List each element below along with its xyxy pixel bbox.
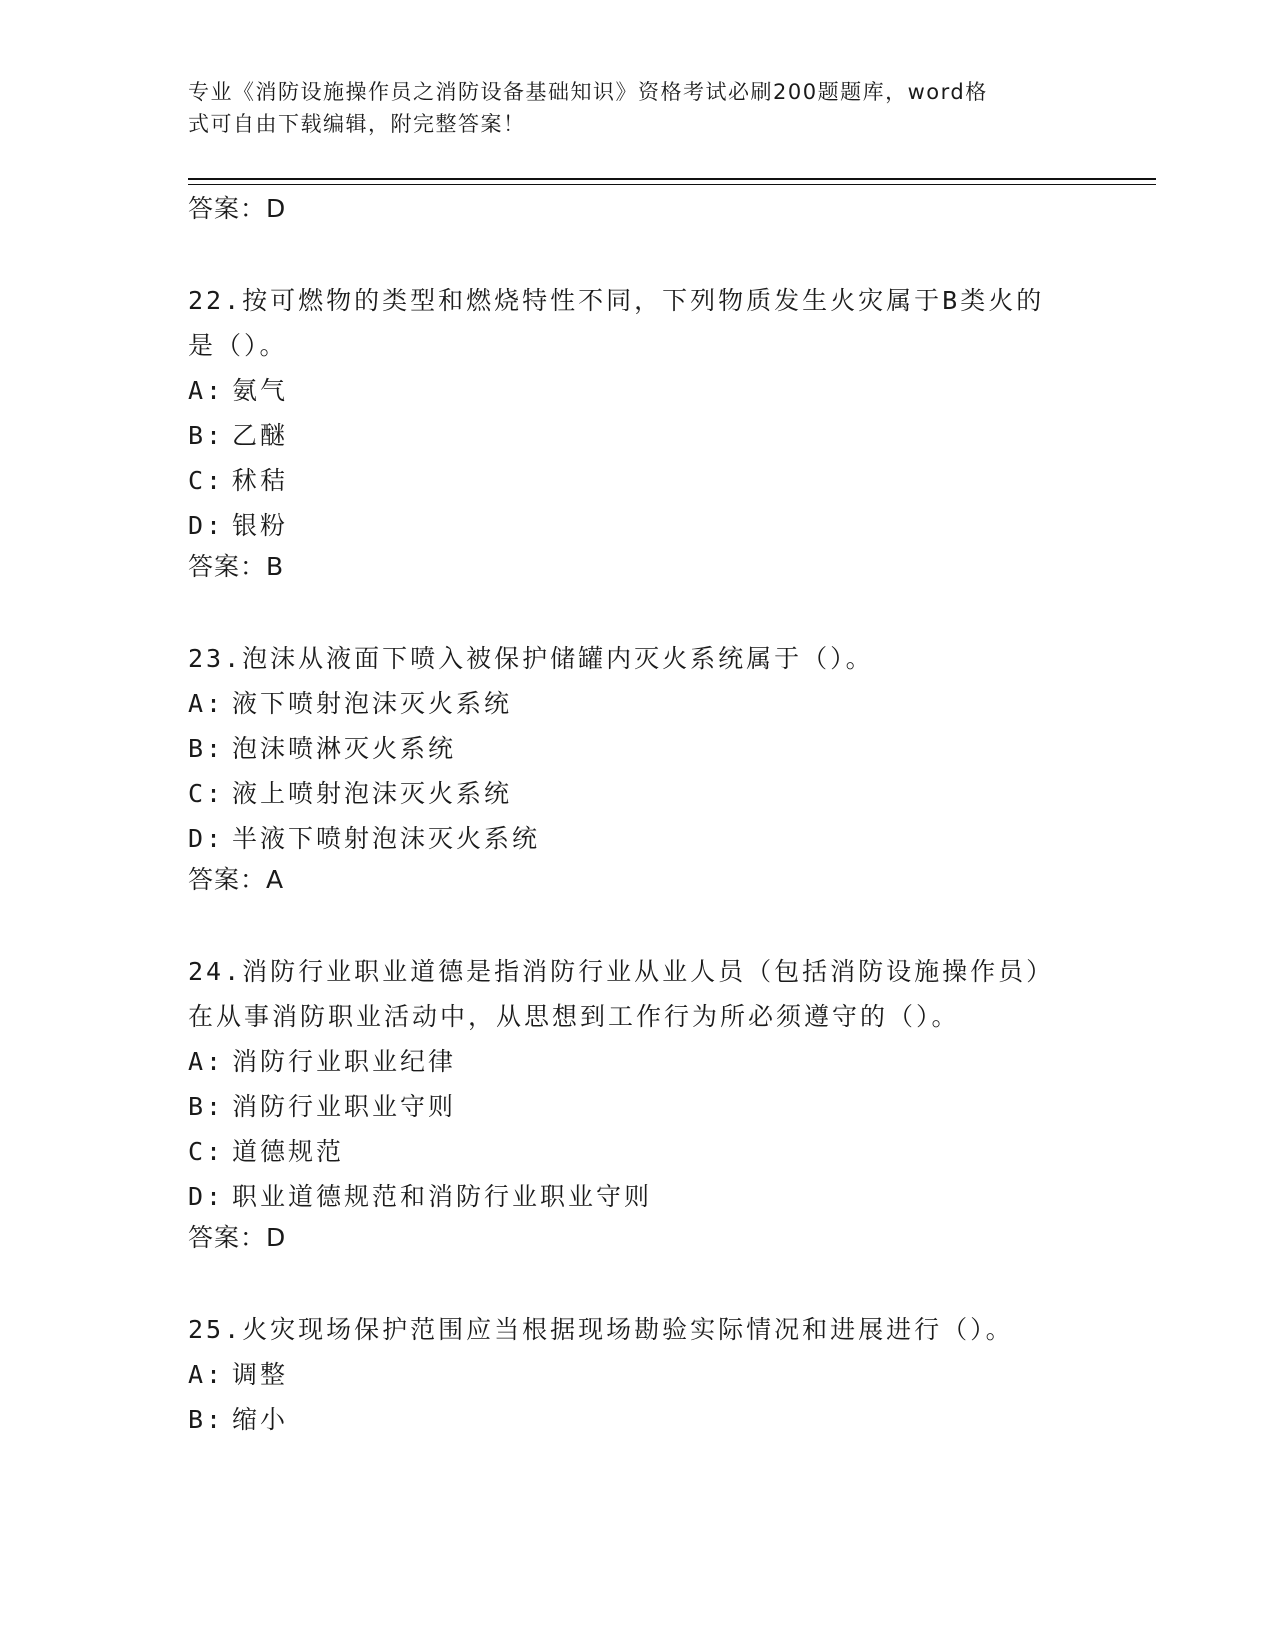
option-letter: A: — [188, 1360, 225, 1389]
answer-line: 答案：B — [188, 552, 285, 581]
option-a — [188, 368, 1088, 413]
question-text: 是（）。 — [188, 331, 288, 360]
option-letter: C: — [188, 779, 225, 808]
answer-line: 答案：A — [188, 865, 285, 894]
option-a — [188, 681, 1088, 726]
option-text: 消防行业职业守则 — [232, 1092, 457, 1121]
option-text: 半液下喷射泡沫灭火系统 — [232, 824, 541, 853]
document-header — [188, 76, 1068, 140]
option-b — [188, 413, 1088, 458]
option-b — [188, 726, 1088, 771]
option-d — [188, 503, 1088, 548]
option-text: 泡沫喷淋灭火系统 — [232, 734, 457, 763]
header-divider-thick — [188, 178, 1156, 180]
option-b — [188, 1084, 1088, 1129]
question-text: 22.按可燃物的类型和燃烧特性不同，下列物质发生火灾属于B类火的 — [188, 286, 1045, 315]
option-text: 缩小 — [232, 1405, 289, 1434]
option-letter: B: — [188, 1092, 225, 1121]
option-letter: A: — [188, 689, 225, 718]
option-text: 消防行业职业纪律 — [232, 1047, 457, 1076]
option-text: 乙醚 — [232, 421, 289, 450]
option-text: 氨气 — [232, 376, 289, 405]
option-letter: A: — [188, 376, 225, 405]
option-a — [188, 1352, 1088, 1397]
option-a — [188, 1039, 1088, 1084]
question-text: 23.泡沫从液面下喷入被保护储罐内灭火系统属于（）。 — [188, 644, 874, 673]
option-text: 职业道德规范和消防行业职业守则 — [232, 1182, 653, 1211]
header-divider-thin — [188, 184, 1156, 185]
question-text: 25.火灾现场保护范围应当根据现场勘验实际情况和进展进行（）。 — [188, 1315, 1014, 1344]
option-c — [188, 771, 1088, 816]
option-letter: C: — [188, 466, 225, 495]
option-text: 银粉 — [232, 511, 289, 540]
option-text: 秫秸 — [232, 466, 289, 495]
question-25 — [188, 1307, 1088, 1442]
question-text: 24.消防行业职业道德是指消防行业从业人员（包括消防设施操作员） — [188, 957, 1055, 986]
option-letter: B: — [188, 734, 225, 763]
option-letter: C: — [188, 1137, 225, 1166]
option-text: 调整 — [232, 1360, 289, 1389]
question-23 — [188, 636, 1088, 897]
header-line-1: 专业《消防设施操作员之消防设备基础知识》资格考试必刷200题题库，word格 — [188, 80, 988, 104]
header-line-2: 式可自由下载编辑，附完整答案！ — [188, 112, 526, 136]
option-letter: B: — [188, 421, 225, 450]
answer-line: 答案：D — [188, 194, 287, 223]
option-b — [188, 1397, 1088, 1442]
option-text: 道德规范 — [232, 1137, 345, 1166]
option-c — [188, 1129, 1088, 1174]
document-body — [188, 192, 1088, 1442]
answer-line: 答案：D — [188, 1223, 287, 1252]
option-d — [188, 816, 1088, 861]
question-24 — [188, 949, 1088, 1255]
option-letter: D: — [188, 511, 225, 540]
option-letter: D: — [188, 1182, 225, 1211]
option-letter: A: — [188, 1047, 225, 1076]
option-text: 液下喷射泡沫灭火系统 — [232, 689, 513, 718]
question-text: 在从事消防职业活动中，从思想到工作行为所必须遵守的（）。 — [188, 1002, 960, 1031]
option-d — [188, 1174, 1088, 1219]
option-c — [188, 458, 1088, 503]
option-text: 液上喷射泡沫灭火系统 — [232, 779, 513, 808]
option-letter: D: — [188, 824, 225, 853]
option-letter: B: — [188, 1405, 225, 1434]
question-22 — [188, 278, 1088, 584]
